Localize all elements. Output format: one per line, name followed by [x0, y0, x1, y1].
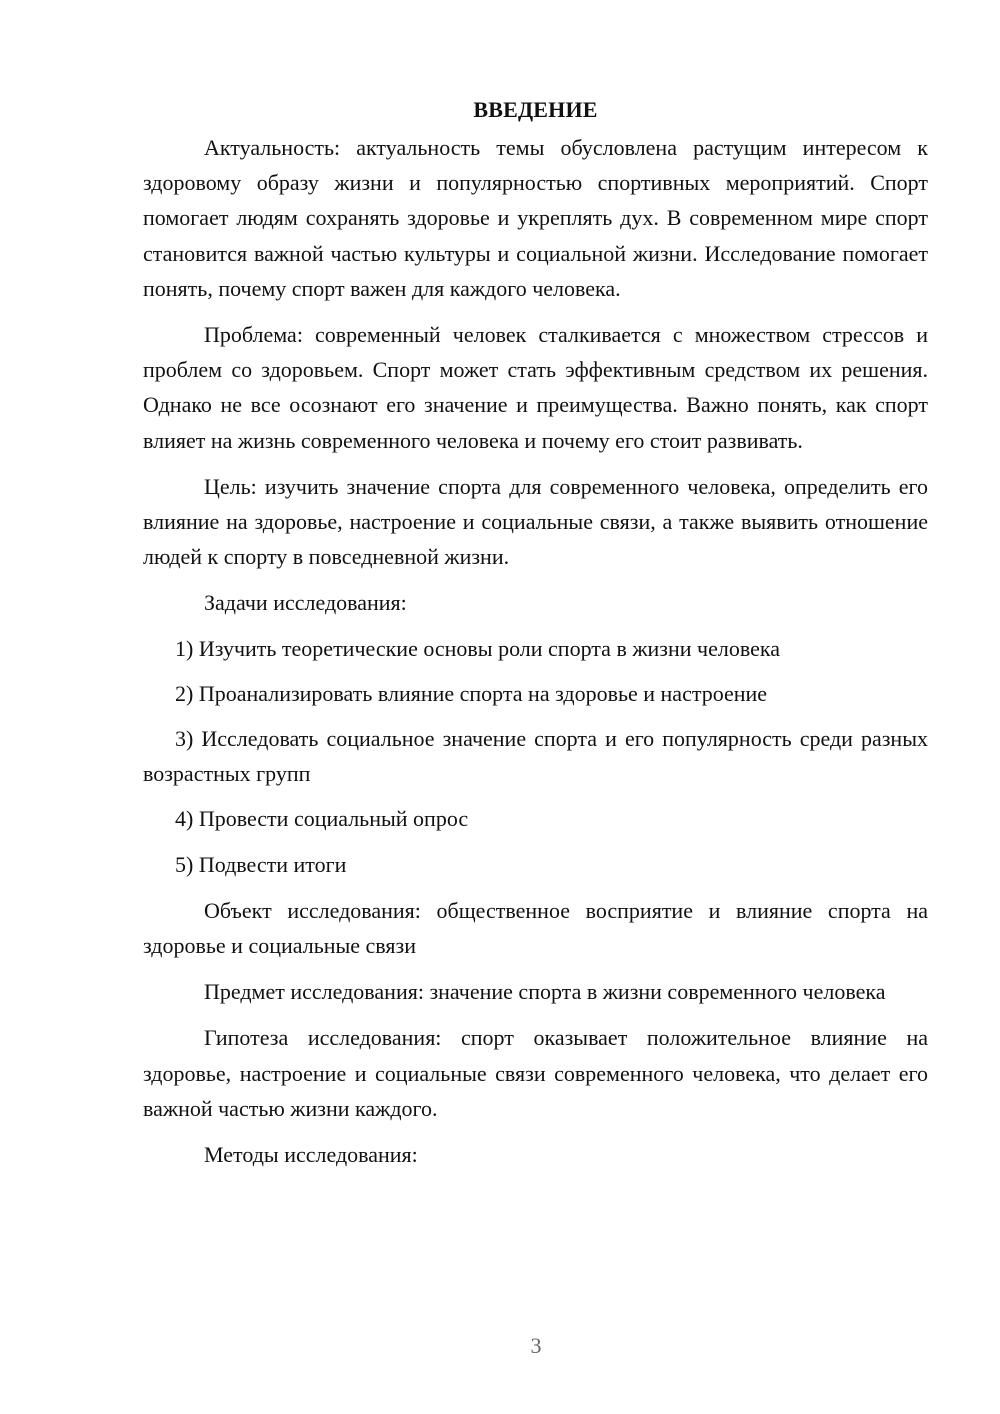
task-item: 5) Подвести итоги: [175, 851, 347, 877]
problem-paragraph: Проблема: современный человек сталкивается с множеством стрессов и проблем со здоровьем. Спорт может стать эффективным средством их решения. Однако не все осознают его значение и преимущества. Важно понять, как спорт влияет на жизнь современного человека и почему его стоит развивать.: [143, 322, 928, 453]
tasks-list: [143, 631, 928, 882]
page-number: 3: [530, 1333, 542, 1358]
page-heading: ВВЕДЕНИЕ: [473, 97, 598, 122]
task-item: 1) Изучить теоретические основы роли спорта в жизни человека: [175, 635, 780, 661]
tasks-heading: Задачи исследования:: [204, 590, 407, 616]
object-paragraph: Объект исследования: общественное восприятие и влияние спорта на здоровье и социальные связи: [143, 897, 928, 959]
subject-paragraph: Предмет исследования: значение спорта в жизни современного человека: [204, 979, 886, 1005]
goal-paragraph: Цель: изучить значение спорта для современного человека, определить его влияние на здоровье, настроение и социальные связи, а также выявить отношение людей к спорту в повседневной жизни.: [143, 473, 928, 570]
task-item: 2) Проанализировать влияние спорта на здоровье и настроение: [175, 680, 768, 706]
methods-paragraph: Методы исследования:: [204, 1142, 418, 1168]
task-item: 3) Исследовать социальное значение спорта и его популярность среди разных возрастных групп: [143, 726, 928, 787]
task-item: 4) Провести социальный опрос: [175, 806, 469, 832]
document-page: [143, 92, 928, 1172]
relevance-paragraph: Актуальность: актуальность темы обусловлена растущим интересом к здоровому образу жизни и популярностью спортивных мероприятий. Спорт помогает людям сохранять здоровье и укреплять дух. В современном мире спорт становится важной частью культуры и социальной жизни. Исследование помогает понять, почему спорт важен для каждого человека.: [143, 135, 928, 301]
hypothesis-paragraph: Гипотеза исследования: спорт оказывает положительное влияние на здоровье, настроение и социальные связи современного человека, что делает его важной частью жизни каждого.: [143, 1025, 928, 1121]
